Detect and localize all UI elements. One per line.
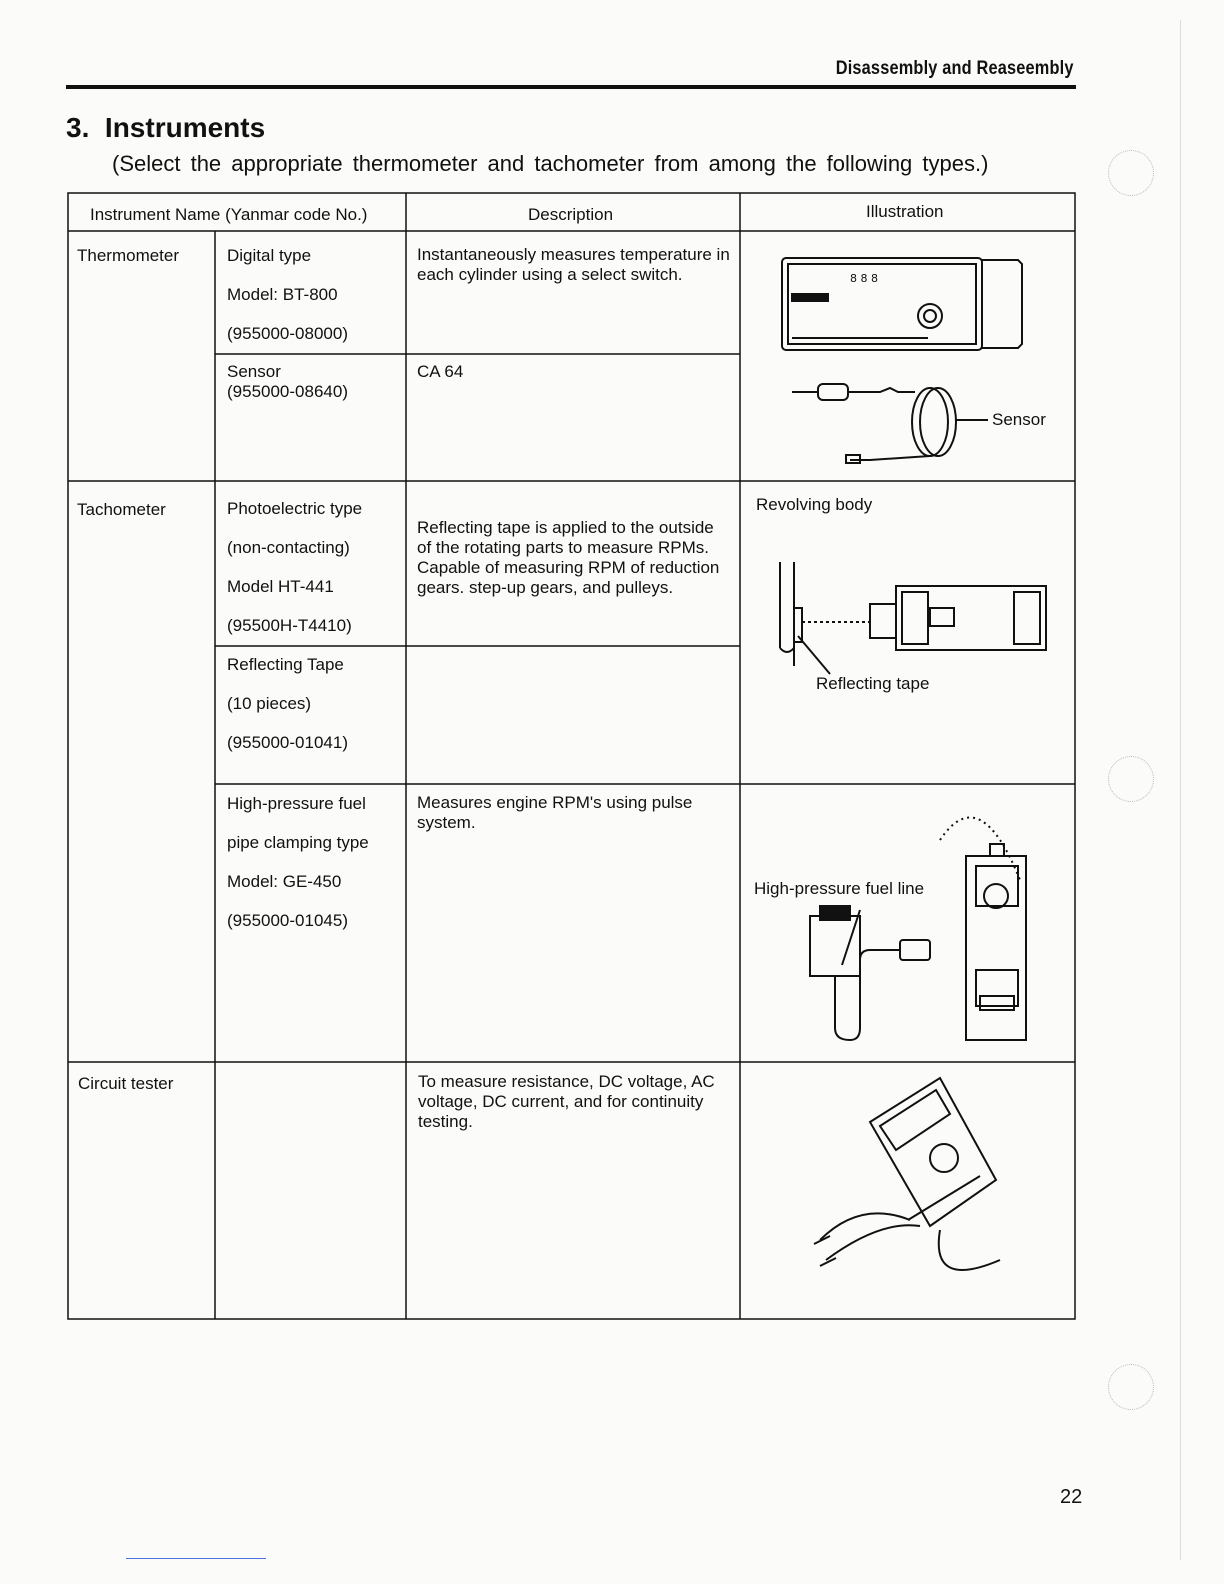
- item-line: (95500H-T4410): [227, 616, 352, 635]
- item-line: Model HT-441: [227, 577, 334, 596]
- item-digital-thermometer: [227, 246, 348, 363]
- description-digital-thermometer: Instantaneously measures temperature in each cylinder using a select switch.: [417, 245, 730, 284]
- item-line: Reflecting Tape: [227, 655, 344, 674]
- item-photoelectric-tachometer: [227, 499, 362, 655]
- page-number: 22: [1060, 1486, 1083, 1508]
- item-line: (955000-08000): [227, 324, 348, 343]
- category-thermometer: Thermometer: [77, 246, 180, 265]
- item-sensor: [227, 362, 348, 402]
- description-circuit-tester: To measure resistance, DC voltage, AC voltage, DC current, and for continuity testing.: [418, 1072, 715, 1131]
- svg-text:8 8 8: 8 8 8: [850, 272, 878, 285]
- category-circuit-tester: Circuit tester: [78, 1074, 174, 1093]
- description-sensor: CA 64: [417, 362, 464, 381]
- scan-mark: [126, 1558, 266, 1559]
- fuel-line-label: High-pressure fuel line: [754, 879, 925, 898]
- item-line: (non-contacting): [227, 538, 350, 557]
- circuit-tester-illustration: [800, 1070, 1060, 1290]
- punch-hole: [1108, 150, 1154, 196]
- item-line: Model: GE-450: [227, 872, 342, 891]
- description-pulse: Measures engine RPM's using pulse system.: [417, 793, 693, 832]
- item-reflecting-tape: [227, 655, 348, 772]
- sensor-label: Sensor: [992, 410, 1046, 429]
- punch-hole: [1108, 1364, 1154, 1410]
- column-header-description: Description: [528, 205, 614, 224]
- item-line: Model: BT-800: [227, 285, 338, 304]
- pulse-tachometer-illustration: [780, 800, 1060, 1050]
- page-edge-line: [1180, 20, 1181, 1560]
- item-line: (955000-08640): [227, 382, 348, 401]
- item-line: pipe clamping type: [227, 833, 369, 852]
- thermometer-illustration: [780, 250, 1030, 470]
- item-line: Digital type: [227, 246, 312, 265]
- column-header-instrument: Instrument Name (Yanmar code No.): [90, 205, 368, 224]
- punch-hole: [1108, 756, 1154, 802]
- item-line: Sensor: [227, 362, 281, 381]
- item-line: High-pressure fuel: [227, 794, 366, 813]
- item-line: (10 pieces): [227, 694, 312, 713]
- section-number: 3.: [66, 112, 90, 143]
- item-line: (955000-01041): [227, 733, 348, 752]
- reflecting-tape-label: Reflecting tape: [816, 674, 930, 693]
- column-header-illustration: Illustration: [866, 202, 944, 221]
- item-pulse-tachometer: [227, 794, 369, 950]
- item-line: Photoelectric type: [227, 499, 363, 518]
- section-subtitle: (Select the appropriate thermometer and tachometer from among the following types.): [112, 151, 989, 176]
- revolving-body-label: Revolving body: [756, 495, 873, 514]
- description-photoelectric: Reflecting tape is applied to the outside of the rotating parts to measure RPMs. Capable of measuring RPM of reduction gears. step-up gears, and pulleys.: [417, 518, 720, 597]
- running-header: Disassembly and Reaseembly: [836, 58, 1074, 79]
- item-line: (955000-01045): [227, 911, 348, 930]
- category-tachometer: Tachometer: [77, 500, 166, 519]
- photoelectric-tachometer-illustration: [770, 556, 1060, 676]
- section-title: Instruments: [104, 112, 266, 143]
